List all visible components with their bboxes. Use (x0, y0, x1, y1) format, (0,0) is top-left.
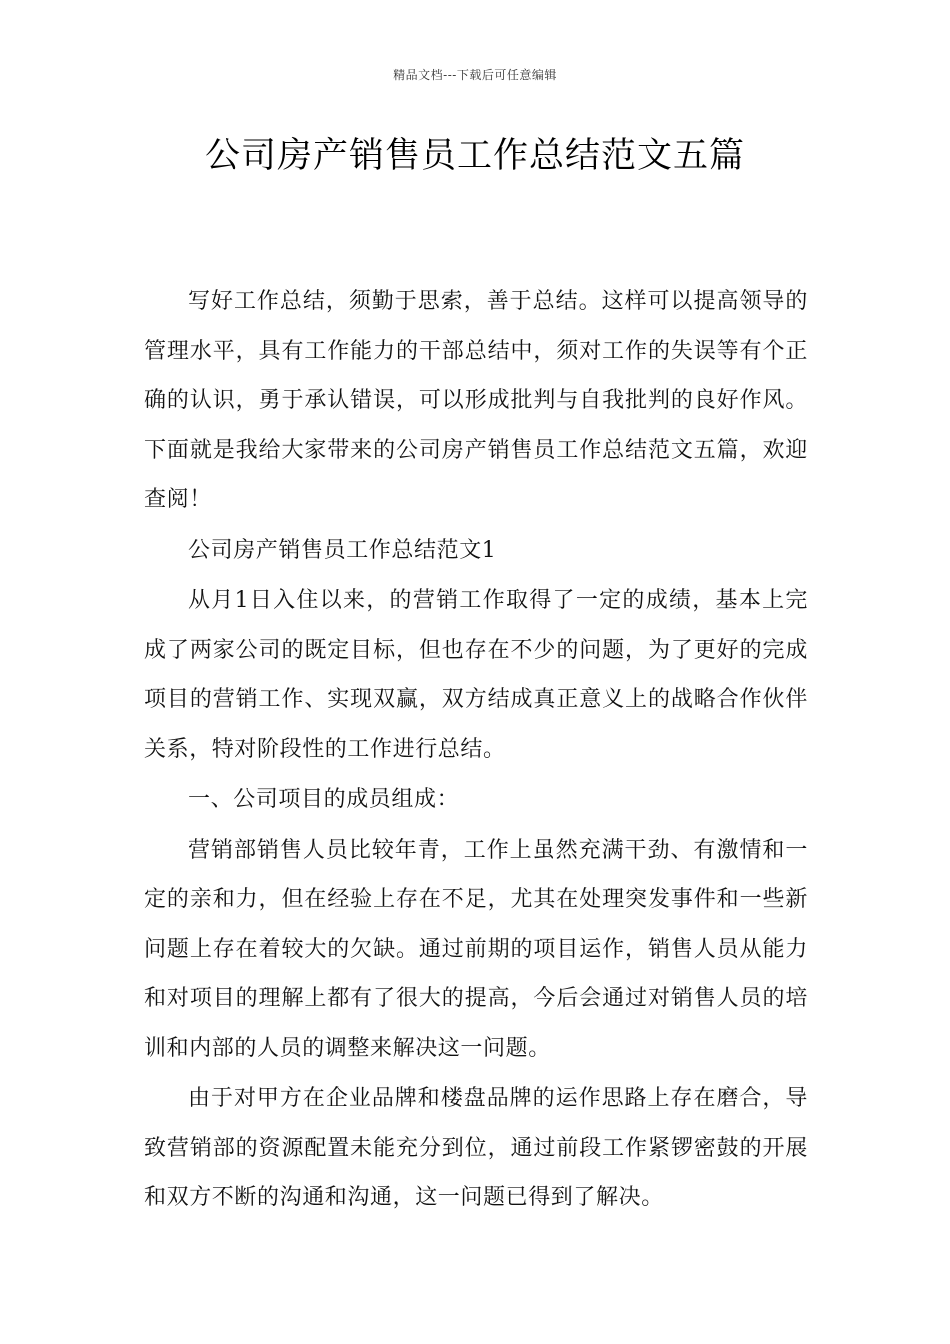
section-heading: 公司房产销售员工作总结范文1 (188, 537, 497, 563)
document-body (144, 277, 808, 1224)
body-paragraph: 从月1日入住以来，的营销工作取得了一定的成绩，基本上完成了两家公司的既定目标，但也存在不少的问题，为了更好的完成项目的营销工作、实现双赢，双方结成真正意义上的战略合作伙伴关系，特对阶段性的工作进行总结。 (144, 588, 808, 762)
body-paragraph: 营销部销售人员比较年青，工作上虽然充满干劲、有激情和一定的亲和力，但在经验上存在不足，尤其在处理突发事件和一些新问题上存在着较大的欠缺。通过前期的项目运作，销售人员从能力和对项目的理解上都有了很大的提高，今后会通过对销售人员的培训和内部的人员的调整来解决这一问题。 (144, 837, 808, 1061)
subsection-heading: 一、公司项目的成员组成： (188, 787, 460, 812)
intro-paragraph: 写好工作总结，须勤于思索，善于总结。这样可以提高领导的管理水平，具有工作能力的干部总结中，须对工作的失误等有个正确的认识，勇于承认错误，可以形成批判与自我批判的良好作风。下面就是我给大家带来的公司房产销售员工作总结范文五篇，欢迎查阅！ (144, 289, 808, 512)
body-paragraph: 由于对甲方在企业品牌和楼盘品牌的运作思路上存在磨合，导致营销部的资源配置未能充分到位，通过前段工作紧锣密鼓的开展和双方不断的沟通和沟通，这一问题已得到了解决。 (144, 1086, 808, 1210)
document-title: 公司房产销售员工作总结范文五篇 (204, 136, 745, 176)
header-note: 精品文档---下载后可任意编辑 (393, 68, 557, 82)
